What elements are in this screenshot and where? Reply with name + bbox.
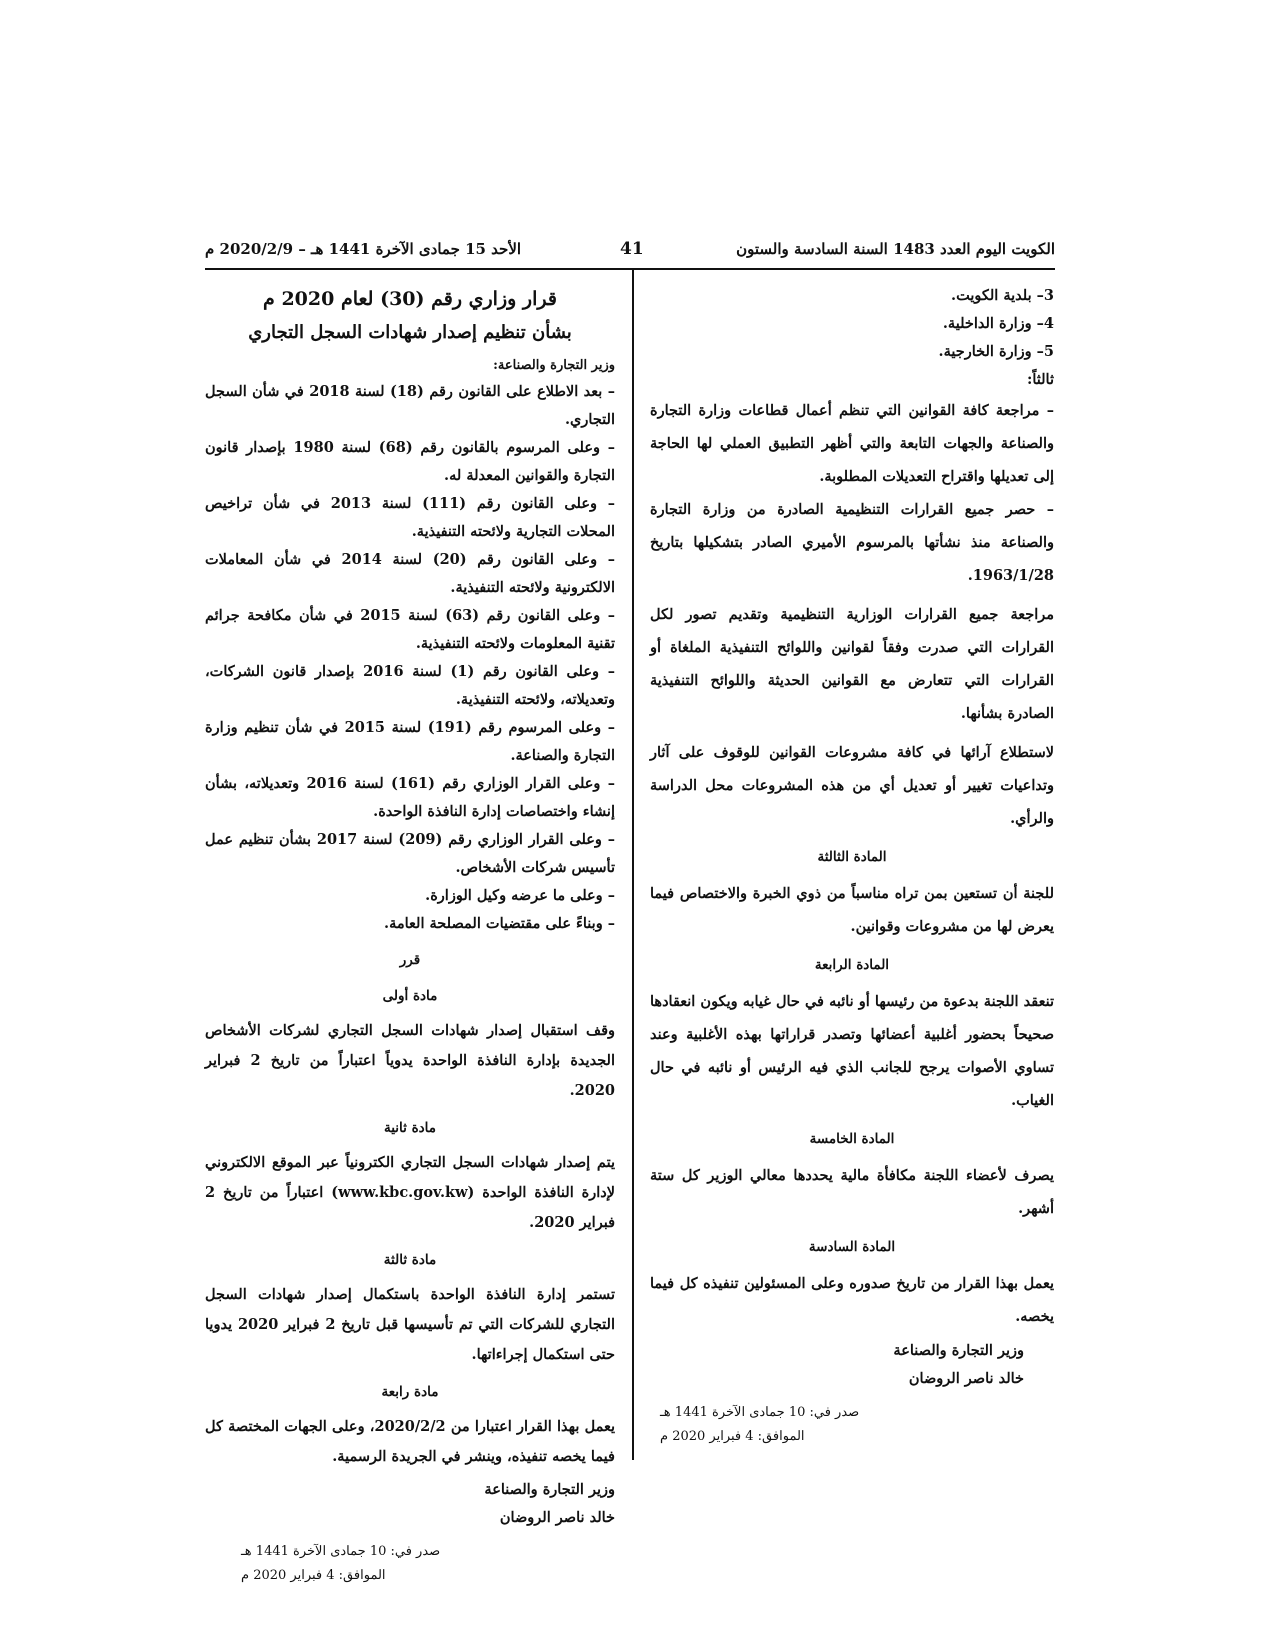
- paragraph: – حصر جميع القرارات التنظيمية الصادرة من وزارة التجارة والصناعة منذ نشأتها بالمرسوم الأميري الصادر بتشكيلها بتاريخ 1963/1/28.: [650, 501, 1054, 584]
- article-1-text: وقف استقبال إصدار شهادات السجل التجاري لشركات الأشخاص الجديدة بإدارة النافذة الواحدة يدوياً اعتباراً من تاريخ 2 فبراير 2020.: [205, 1022, 616, 1099]
- recital: – وعلى القانون رقم (111) لسنة 2013 في شأن تراخيص المحلات التجارية ولائحته التنفيذية.: [205, 495, 616, 540]
- corresponding-date: الموافق: 4 فبراير 2020 م: [660, 1429, 805, 1444]
- article-2-text-end: ) اعتباراً من تاريخ 2 فبراير 2020.: [205, 1184, 615, 1231]
- section-label-thalithan: ثالثاً:: [1026, 371, 1054, 388]
- recital: – وبناءً على مقتضيات المصلحة العامة.: [384, 915, 615, 932]
- recital: – وعلى المرسوم رقم (191) لسنة 2015 في شأن تنظيم وزارة التجارة والصناعة.: [205, 719, 615, 764]
- article-2-text-start: يتم إصدار شهادات السجل التجاري الكترونياً عبر الموقع الالكتروني لإدارة النافذة الواحدة (: [205, 1154, 615, 1201]
- signature-title-left: وزير التجارة والصناعة: [484, 1481, 615, 1498]
- signature-title: وزير التجارة والصناعة: [893, 1342, 1024, 1359]
- article-5-text: يصرف لأعضاء اللجنة مكافأة مالية يحددها معالي الوزير كل ستة أشهر.: [650, 1167, 1054, 1217]
- recital: – وعلى القانون رقم (1) لسنة 2016 بإصدار قانون الشركات، وتعديلاته، ولائحته التنفيذية.: [205, 663, 615, 708]
- issued-date-left: صدر في: 10 جمادى الآخرة 1441 هـ: [241, 1544, 441, 1559]
- recital: – وعلى القانون رقم (20) لسنة 2014 في شأن المعاملات الالكترونية ولائحته التنفيذية.: [205, 551, 615, 596]
- page-number: 41: [620, 239, 644, 259]
- issued-date: صدر في: 10 جمادى الآخرة 1441 هـ: [660, 1405, 860, 1420]
- website-url: www.kbc.gov.kw: [338, 1184, 468, 1201]
- article-6-text: يعمل بهذا القرار من تاريخ صدوره وعلى المسئولين تنفيذه كل فيما يخصه.: [650, 1275, 1054, 1325]
- article-4-title: المادة الرابعة: [814, 957, 890, 973]
- article-3-title-left: مادة ثالثة: [383, 1252, 437, 1268]
- recital: – وعلى القرار الوزاري رقم (209) لسنة 2017 بشأن تنظيم عمل تأسيس شركات الأشخاص.: [205, 831, 615, 876]
- list-item: 5– وزارة الخارجية.: [938, 343, 1054, 360]
- article-3-title: المادة الثالثة: [817, 849, 887, 865]
- signature-name: خالد ناصر الروضان: [908, 1370, 1024, 1387]
- recital: – وعلى المرسوم بالقانون رقم (68) لسنة 1980 بإصدار قانون التجارة والقوانين المعدلة له.: [205, 439, 615, 484]
- page-header: [205, 232, 1055, 270]
- column-divider: [632, 270, 634, 1460]
- article-3-text-left: تستمر إدارة النافذة الواحدة باستكمال إصدار شهادات السجل التجاري للشركات التي تم تأسيسها قبل تاريخ 2 فبراير 2020 يدويا حتى استكمال إجراءاتها.: [205, 1286, 616, 1363]
- article-2-text: [205, 1148, 615, 1238]
- recital: – بعد الاطلاع على القانون رقم (18) لسنة 2018 في شأن السجل التجاري.: [205, 383, 615, 428]
- decided-heading: قرر: [399, 952, 421, 968]
- paragraph: – مراجعة كافة القوانين التي تنظم أعمال قطاعات وزارة التجارة والصناعة والجهات التابعة والتي أظهر التطبيق العملي لها الحاجة إلى تعديلها واقتراح التعديلات المطلوبة.: [650, 402, 1054, 485]
- list-item: 4– وزارة الداخلية.: [942, 315, 1054, 332]
- recital: – وعلى ما عرضه وكيل الوزارة.: [425, 887, 615, 904]
- header-issue-info: الكويت اليوم العدد 1483 السنة السادسة والستون: [736, 240, 1055, 258]
- article-2-title: مادة ثانية: [383, 1120, 437, 1136]
- recital: – وعلى القرار الوزاري رقم (161) لسنة 2016 وتعديلاته، بشأن إنشاء واختصاصات إدارة النافذة الواحدة.: [205, 775, 615, 820]
- header-date: الأحد 15 جمادى الآخرة 1441 هـ – 2020/2/9 م: [205, 240, 522, 258]
- article-4-title-left: مادة رابعة: [381, 1384, 439, 1400]
- right-column: [650, 282, 1054, 1449]
- decision-subtitle: بشأن تنظيم إصدار شهادات السجل التجاري: [248, 322, 572, 343]
- article-4-text-left: يعمل بهذا القرار اعتبارا من 2020/2/2، وعلى الجهات المختصة كل فيما يخصه تنفيذه، وينشر في الجريدة الرسمية.: [205, 1418, 615, 1465]
- signature-name-left: خالد ناصر الروضان: [499, 1509, 615, 1526]
- article-3-text: للجنة أن تستعين بمن تراه مناسباً من ذوي الخبرة والاختصاص فيما يعرض لها من مشروعات وقوانين.: [650, 885, 1054, 935]
- minister-line: وزير التجارة والصناعة:: [493, 358, 615, 373]
- paragraph: مراجعة جميع القرارات الوزارية التنظيمية وتقديم تصور لكل القرارات التي صدرت وفقاً لقوانين واللوائح التنفيذية الملغاة أو القرارات التي تتعارض مع القوانين الحديثة واللوائح التنفيذية الصادرة بشأنها.: [650, 606, 1054, 722]
- left-column: [205, 282, 615, 1588]
- article-6-title: المادة السادسة: [808, 1239, 896, 1255]
- recital: – وعلى القانون رقم (63) لسنة 2015 في شأن مكافحة جرائم تقنية المعلومات ولائحته التنفيذية.: [205, 607, 615, 652]
- corresponding-date-left: الموافق: 4 فبراير 2020 م: [241, 1568, 386, 1583]
- article-5-title: المادة الخامسة: [809, 1131, 895, 1147]
- decision-title: قرار وزاري رقم (30) لعام 2020 م: [263, 288, 557, 310]
- paragraph: لاستطلاع آرائها في كافة مشروعات القوانين للوقوف على آثار وتداعيات تغيير أو تعديل أي من هذه المشروعات محل الدراسة والرأي.: [650, 744, 1054, 827]
- list-item: 3– بلدية الكويت.: [951, 287, 1054, 304]
- article-1-title: مادة أولى: [382, 988, 438, 1004]
- article-4-text: تنعقد اللجنة بدعوة من رئيسها أو نائبه في حال غيابه ويكون انعقادها صحيحاً بحضور أغلبية أعضائها وتصدر قراراتها بهذه الأغلبية وعند تساوي الأصوات يرجح للجانب الذي فيه الرئيس أو نائبه في حال الغياب.: [650, 993, 1054, 1109]
